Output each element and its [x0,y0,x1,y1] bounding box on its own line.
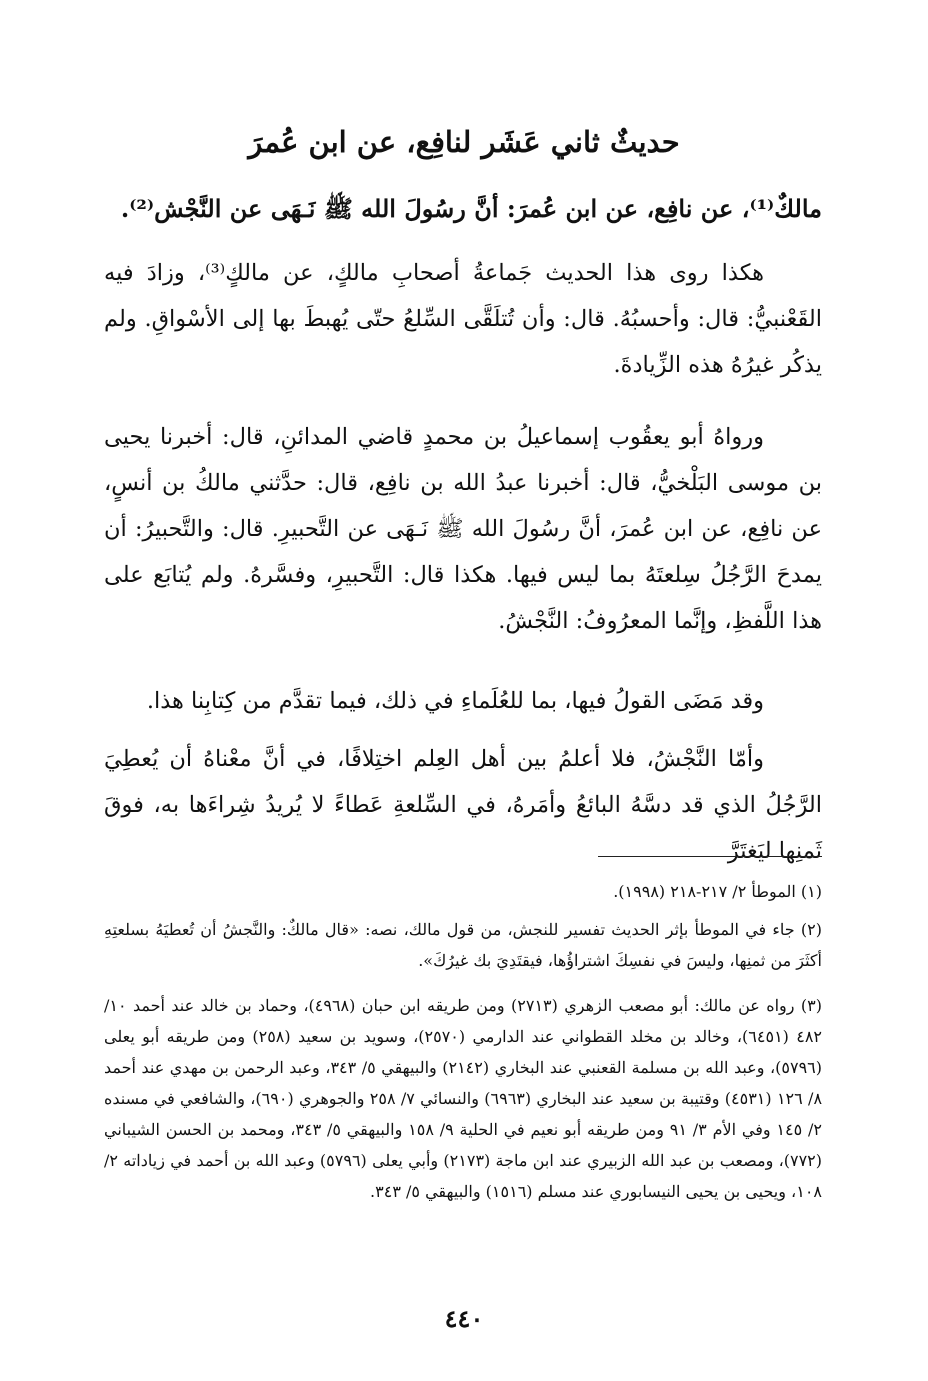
footnote: (٢) جاء في الموطأ بإثر الحديث تفسير للنجش، من قول مالك، نصه: «قال مالكٌ: والنَّجشُ أن تُعطيَهُ بسلعتِهِ أكثَرَ من ثمنِها، وليسَ في نفسِكَ اشتراؤُها، فيقتَدِيَ بك غيرُكَ». [104,920,822,970]
hadith-text: مالكٌ⁽¹⁾، عن نافِع، عن ابن عُمرَ: أنَّ رسُولَ الله ﷺ نَـهَى عن النَّجْش⁽²⁾. [120,194,822,223]
footnote-separator [598,856,822,857]
footnote: (١) الموطأ ٢/ ٢١٧-٢١٨ (١٩٩٨). [613,882,822,901]
paragraph: ورواهُ أبو يعقُوب إسماعيلُ بن محمدٍ قاضي المدائنِ، قال: أخبرنا يحيى بن موسى البَلْخيُّ، قال: أخبرنا عبدُ الله بن نافِع، قال: حدَّثني مالكُ بن أنسٍ، عن نافِع، عن ابن عُمرَ، أنَّ رسُولَ الله ﷺ نَـهَى عن التَّحبيرِ. قال: والتَّحبيرُ: أن يمدحَ الرَّجُلُ سِلعتَهُ بما ليس فيها. هكذا قال: التَّحبيرِ، وفسَّرهُ. ولم يُتابَع على هذا اللَّفظِ، وإنَّما المعرُوفُ: النَّجْشُ. [104,424,822,634]
hadith-heading: حديثٌ ثاني عَشَر لنافِع، عن ابن عُمرَ [248,125,680,159]
paragraph: وقد مَضَى القولُ فيها، بما للعُلَماءِ في ذلك، فيما تقدَّم من كِتابِنا هذا. [146,688,764,714]
paragraph: هكذا روى هذا الحديث جَماعةُ أصحابِ مالكٍ، عن مالكٍ⁽³⁾، وزادَ فيه القَعْنبيُّ: قال: وأحسبُهُ. قال: وأن تُتلَقَّى السِّلعُ حتّى يُهبطَ بها إلى الأسْواقِ. ولم يذكُر غيرُهُ هذه الزِّيادةَ. [104,260,822,378]
paragraph: وأمّا النَّجْشُ، فلا أعلمُ بين أهل العِلم اختِلافًا، في أنَّ معْناهُ أن يُعطِيَ الرَّجُلُ الذي قد دسَّهُ البائعُ وأمَرهُ، في السِّلعةِ عَطاءً لا يُريدُ شِراءَها به، فوقَ ثَمنِها ليَغتَرَّ [104,746,822,864]
footnote: (٣) رواه عن مالك: أبو مصعب الزهري (٢٧١٣) ومن طريقه ابن حبان (٤٩٦٨)، وحماد بن خالد عند أحمد ١٠/ ٤٨٢ (٦٤٥١)، وخالد بن مخلد القطواني عند الدارمي (٢٥٧٠)، وسويد بن سعيد (٢٥٨) ومن طريقه أبو يعلى (٥٧٩٦)، وعبد الله بن مسلمة القعنبي عند البخاري (٢١٤٢) والبيهقي ٥/ ٣٤٣، وعبد الرحمن بن مهدي عند أحمد ٨/ ١٢٦ (٤٥٣١) وقتيبة بن سعيد عند البخاري (٦٩٦٣) والنسائي ٧/ ٢٥٨ والجوهري (٦٩٠)، والشافعي في مسنده ٢/ ١٤٥ وفي الأم ٣/ ٩١ ومن طريقه أبو نعيم في الحلية ٩/ ١٥٨ والبيهقي ٥/ ٣٤٣، ومحمد بن الحسن الشيباني (٧٧٢)، ومصعب بن عبد الله الزبيري عند ابن ماجة (٢١٧٣) وأبي يعلى (٥٧٩٦) وعبد الله بن أحمد في زياداته ٢/ ١٠٨، ويحيى بن يحيى النيسابوري عند مسلم (١٥١٦) والبيهقي ٥/ ٣٤٣. [104,996,823,1201]
page-number: ٤٤٠ [444,1304,484,1333]
